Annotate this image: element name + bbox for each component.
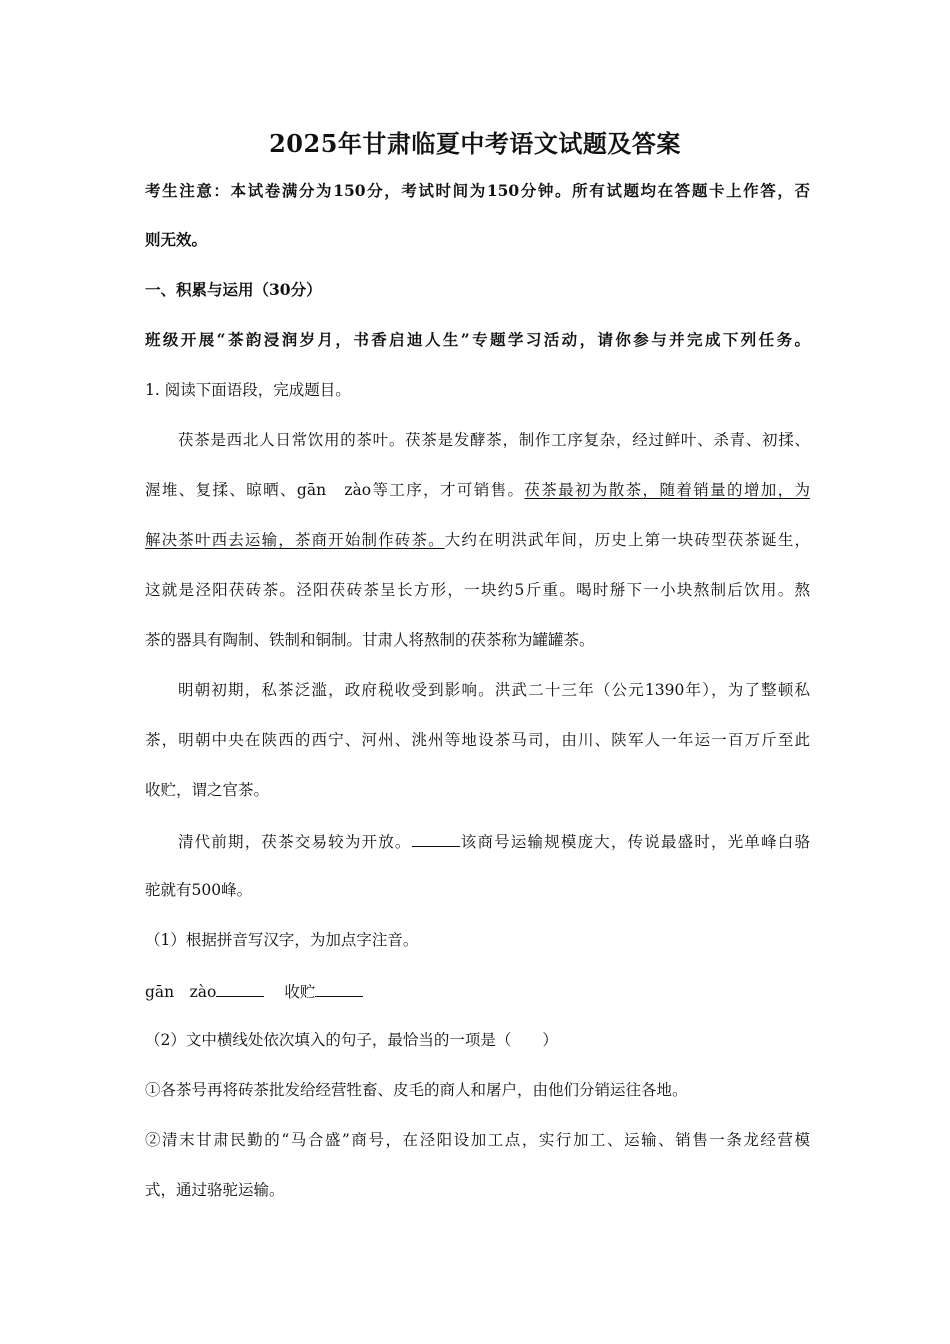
word-shouzhu: 收贮	[284, 983, 316, 1001]
exam-notice-line-2: 则无效。	[145, 230, 208, 249]
passage-p1-line-2-plain: 渥堆、复揉、晾晒、gān zào等工序，才可销售。	[145, 481, 525, 499]
passage-p2-line-1: 明朝初期，私茶泛滥，政府税收受到影响。洪武二十三年（公元1390年），为了整顿私	[178, 681, 810, 699]
subquestion-1-answer-row	[145, 978, 810, 1004]
question-1-prompt: 1. 阅读下面语段，完成题目。	[145, 381, 351, 399]
passage-p1-line-3-plain: 大约在明洪武年间，历史上第一块砖型茯茶诞生，	[444, 531, 810, 549]
option-2-line-2: 式，通过骆驼运输。	[145, 1181, 285, 1199]
passage-p1-line-1: 茯茶是西北人日常饮用的茶叶。茯茶是发酵茶，制作工序复杂，经过鲜叶、杀青、初揉、	[178, 431, 810, 449]
subquestion-2: （2）文中横线处依次填入的句子，最恰当的一项是（ ）	[145, 1031, 558, 1049]
document-title: 2025年甘肃临夏中考语文试题及答案	[269, 129, 681, 158]
passage-p2-line-3: 收贮，谓之官茶。	[145, 781, 270, 799]
passage-p1-line-3	[145, 528, 810, 552]
underlined-sentence-part-2: 解决茶叶西去运输，茶商开始制作砖茶。	[145, 531, 445, 549]
section-heading: 一、积累与运用（30分）	[145, 280, 322, 299]
passage-p2-line-2: 茶，明朝中央在陕西的西宁、河州、洮州等地设茶马司，由川、陕军人一年运一百万斤至此	[145, 731, 810, 749]
option-2-line-1: ②清末甘肃民勤的“马合盛”商号，在泾阳设加工点，实行加工、运输、销售一条龙经营模	[145, 1131, 810, 1149]
exam-notice-line-1: 考生注意：本试卷满分为150分，考试时间为150分钟。所有试题均在答题卡上作答，否	[145, 181, 810, 200]
pinyin-ganzao: gān zào	[145, 983, 217, 1001]
activity-intro: 班级开展“茶韵浸润岁月，书香启迪人生”专题学习活动，请你参与并完成下列任务。	[145, 330, 810, 349]
passage-p1-line-2	[145, 478, 810, 502]
passage-p3-line-1-end: 该商号运输规模庞大，传说最盛时，光单峰白骆	[459, 833, 810, 851]
fill-blank-line	[412, 828, 460, 847]
passage-p3-line-1-start: 清代前期，茯茶交易较为开放。	[178, 833, 412, 851]
option-1: ①各茶号再将砖茶批发给经营牲畜、皮毛的商人和屠户，由他们分销运往各地。	[145, 1081, 688, 1099]
answer-blank-ganzao	[216, 978, 264, 997]
answer-blank-shouzhu	[315, 978, 363, 997]
passage-p3-line-1	[178, 828, 810, 854]
underlined-sentence-part-1: 茯茶最初为散茶，随着销量的增加，为	[524, 481, 810, 499]
passage-p1-line-5: 茶的器具有陶制、铁制和铜制。甘肃人将熬制的茯茶称为罐罐茶。	[145, 631, 595, 649]
passage-p3-line-2: 驼就有500峰。	[145, 881, 253, 899]
passage-p1-line-4: 这就是泾阳茯砖茶。泾阳茯砖茶呈长方形，一块约5斤重。喝时掰下一小块熬制后饮用。熬	[145, 581, 810, 599]
subquestion-1: （1）根据拼音写汉字，为加点字注音。	[145, 931, 419, 949]
